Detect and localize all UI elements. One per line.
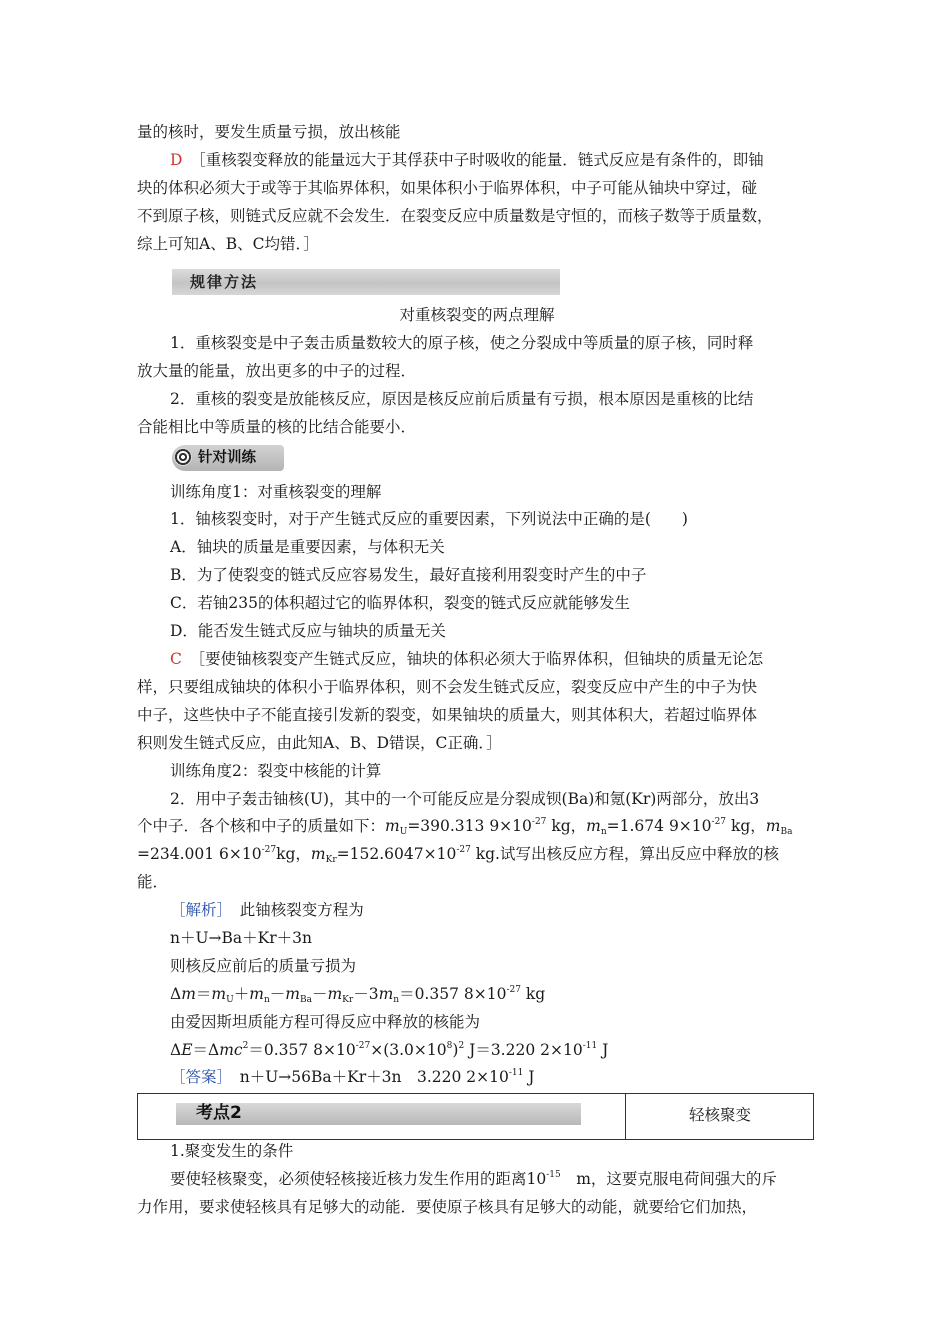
solution-intro (170, 899, 817, 921)
text: kg， (546, 817, 587, 835)
question-line: 能． (137, 873, 169, 891)
text: kg.试写出核反应方程，算出反应中释放的核 (470, 845, 779, 863)
exponent: 8 (446, 1041, 453, 1051)
exponent: -15 (546, 1170, 561, 1180)
text: ×(3.0×10 (370, 1041, 447, 1059)
mass-defect-equation: $\Delta m=m_U+m_n-m_{Ba}-m_{Kr}-3m_n=0.357$ $8\times 10^{-27}$ kg (170, 985, 546, 1005)
answer-letter: C (170, 650, 182, 668)
explanation-text: ［要使铀核裂变产生链式反应，铀块的体积必须大于临界体积，但铀块的质量无论怎 (197, 650, 764, 668)
analysis-tag: ［解析］ (170, 901, 225, 919)
training-angle: 训练角度1：对重核裂变的理解 (170, 483, 382, 501)
exponent: -27 (355, 1041, 371, 1051)
training-angle: 训练角度2：裂变中核能的计算 (170, 762, 382, 780)
energy-equation: ΔE＝Δmc$^2$＝0.357 $8\times 10^{-27}\times(3.0\times 10^8)^2$ J＝3.220 $2\times 10^{-11}$ J (170, 1041, 609, 1059)
section-title: 对重核裂变的两点理解 (399, 306, 555, 324)
target-icon (174, 448, 192, 466)
exponent: -11 (582, 1041, 598, 1051)
text: kg， (726, 817, 766, 835)
question-line: 个中子．各个核和中子的质量如下：$m_U=390.313$ $9\times 10^{-27}$ kg，$m_n=1.674$ $9\times 10^{-27}$ kg，$m_{Ba}$ (137, 817, 793, 837)
text: 个中子．各个核和中子的质量如下： (137, 817, 386, 835)
text: ) (452, 1041, 459, 1059)
text: 要使轻核聚变，必须使轻核接近核力发生作用的距离10 (170, 1170, 547, 1188)
option-a: A．铀块的质量是重要因素，与体积无关 (170, 538, 445, 556)
text: m，这要克服电荷间强大的斥 (560, 1170, 777, 1188)
reaction-equation: n＋U→Ba＋Kr＋3n (170, 929, 312, 947)
exponent: -27 (711, 817, 727, 827)
text-line: 块的体积必须大于或等于其临界体积，如果体积小于临界体积，中子可能从铀块中穿过，碰 (137, 179, 758, 197)
solution-line: 则核反应前后的质量亏损为 (170, 957, 357, 975)
option-b: B．为了使裂变的链式反应容易发生，最好直接利用裂变时产生的中子 (170, 566, 647, 584)
kaodian-label: 考点2 (196, 1103, 242, 1123)
text: =390.313 9×10 (407, 817, 532, 835)
exponent: -11 (508, 1068, 524, 1078)
kaodian-title: 轻核聚变 (688, 1106, 751, 1124)
text: J＝3.220 2×10 (464, 1041, 583, 1059)
explanation-text: ［重核裂变释放的能量远大于其俘获中子时吸收的能量．链式反应是有条件的，即铀 (197, 151, 764, 169)
text-line: 综上可知A、B、C均错．］ (137, 235, 319, 253)
question-stem: 2．用中子轰击铀核(U)，其中的一个可能反应是分裂成钡(Ba)和氪(Kr)两部分，放出3 (170, 790, 760, 808)
answer-tag: ［答案］ (170, 1068, 225, 1086)
text: =1.674 9×10 (606, 817, 712, 835)
text: J (597, 1041, 609, 1059)
exponent: -27 (456, 845, 471, 855)
text: kg (520, 985, 546, 1003)
rules-banner-label: 规律方法 (190, 273, 259, 291)
text-line: 中子，这些快中子不能直接引发新的裂变，如果铀块的质量大，则其体积大，若超过临界体 (137, 706, 758, 724)
option-d: D．能否发生链式反应与铀块的质量无关 (170, 622, 446, 640)
exponent: 2 (458, 1041, 465, 1051)
solution-line: 由爱因斯坦质能方程可得反应中释放的核能为 (170, 1013, 481, 1031)
text: =152.6047×10 (336, 845, 457, 863)
text: ＝0.357 8×10 (399, 985, 507, 1003)
answer-explanation (170, 149, 817, 171)
question-line: =234.001 $6\times 10^{-27}kg$，$m_{Kr}=152.6047\times 10^{-27}$ kg.试写出核反应方程，算出反应中释放的核 (137, 845, 779, 865)
drill-banner-label: 针对训练 (198, 450, 256, 466)
text: kg， (276, 845, 311, 863)
point-line: 2．重核的裂变是放能核反应，原因是核反应前后质量有亏损，根本原因是重核的比结 (170, 390, 754, 408)
exponent: 2 (242, 1041, 249, 1051)
exponent: -27 (506, 985, 521, 995)
text: =234.001 6×10 (137, 845, 262, 863)
text-line: 不到原子核，则链式反应就不会发生．在裂变反应中质量数是守恒的，而核子数等于质量数， (137, 207, 773, 225)
text-line: 样，只要组成铀块的体积小于临界体积，则不会发生链式反应，裂变反应中产生的中子为快 (137, 678, 758, 696)
answer-letter: D (170, 151, 183, 169)
point-line: 合能相比中等质量的核的比结合能要小． (137, 418, 417, 436)
text: 此铀核裂变方程为 (224, 901, 364, 919)
fusion-line (170, 1168, 817, 1190)
answer-line (170, 1066, 817, 1088)
fusion-line: 力作用，要求使轻核具有足够大的动能．要使原子核具有足够大的动能，就要给它们加热， (137, 1198, 758, 1216)
text: J (523, 1068, 535, 1086)
question-stem: 1．铀核裂变时，对于产生链式反应的重要因素，下列说法中正确的是( ) (170, 510, 688, 528)
text: n＋U→56Ba＋Kr＋3n 3.220 2×10 (224, 1068, 509, 1086)
text-line: 积则发生链式反应，由此知A、B、D错误，C正确．］ (137, 734, 502, 752)
answer-explanation (170, 648, 817, 670)
point-line: 1．重核裂变是中子轰击质量数较大的原子核，使之分裂成中等质量的原子核，同时释 (170, 334, 754, 352)
point-line: 放大量的能量，放出更多的中子的过程． (137, 362, 417, 380)
option-c: C．若铀235的体积超过它的临界体积，裂变的链式反应就能够发生 (170, 594, 630, 612)
exponent: -27 (261, 845, 277, 855)
subheading: 1.聚变发生的条件 (170, 1142, 294, 1160)
text: ＝0.357 8×10 (248, 1041, 356, 1059)
text-line: 量的核时，要发生质量亏损，放出核能 (137, 123, 401, 141)
exponent: -27 (531, 817, 547, 827)
